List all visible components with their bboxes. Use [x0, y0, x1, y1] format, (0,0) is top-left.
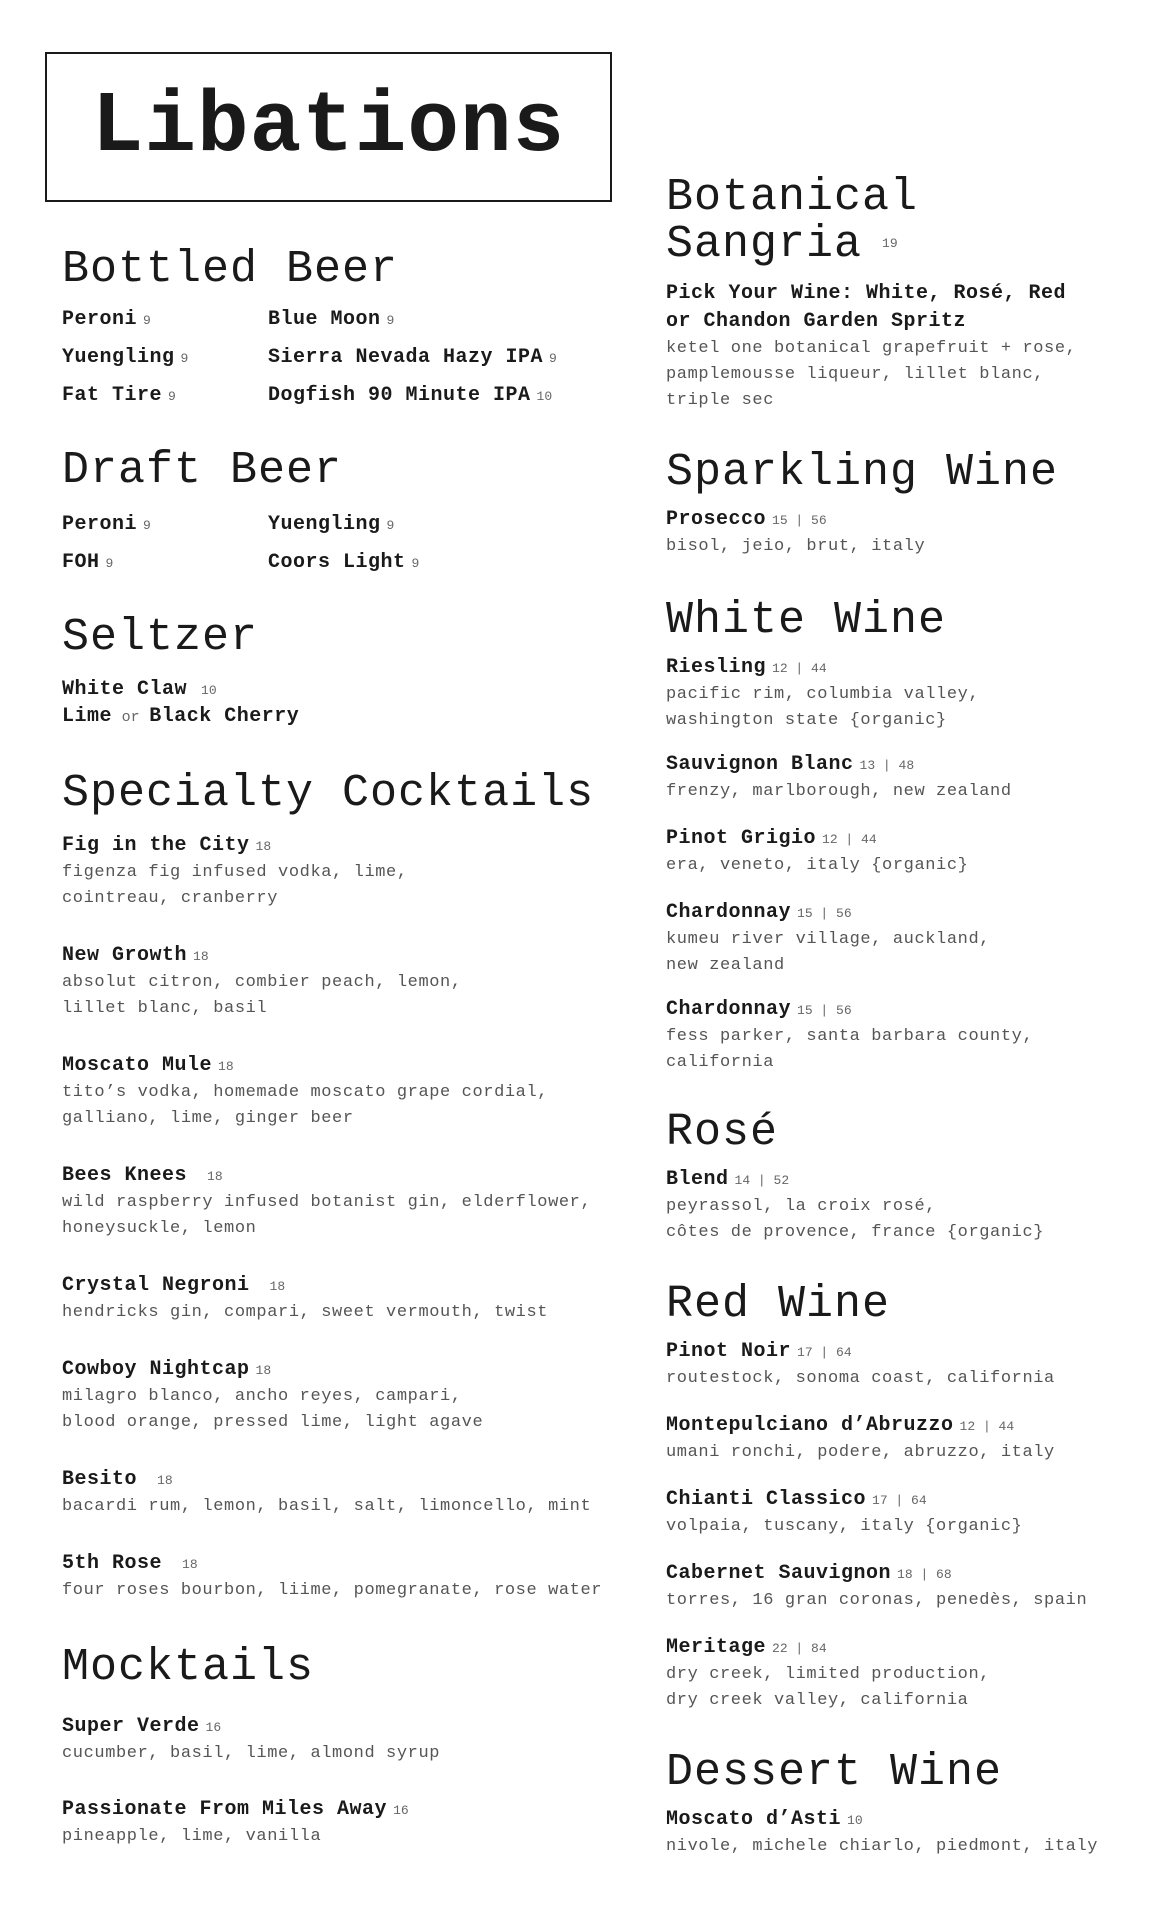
- item-desc: milagro blanco, ancho reyes, campari,: [62, 1387, 462, 1406]
- item-price: 18: [182, 1557, 198, 1572]
- item-name: Cabernet Sauvignon: [666, 1562, 892, 1585]
- wine-item: [666, 1635, 990, 1714]
- cocktail-item: [62, 1053, 548, 1132]
- item-desc: honeysuckle, lemon: [62, 1219, 257, 1238]
- item-desc: volpaia, tuscany, italy {organic}: [666, 1517, 1023, 1536]
- draft-beer-item: [62, 551, 113, 574]
- item-name: Chardonnay: [666, 901, 792, 924]
- item-desc: dry creek, limited production,: [666, 1665, 991, 1684]
- cocktail-item: [62, 1357, 483, 1436]
- item-name: Passionate From Miles Away: [62, 1798, 388, 1821]
- item-name: Super Verde: [62, 1715, 200, 1738]
- item-price: 10: [201, 683, 217, 698]
- wine-item: [666, 1807, 1098, 1860]
- wine-item: [666, 655, 979, 734]
- mocktail-item: [62, 1797, 409, 1850]
- item-desc: côtes de provence, france {organic}: [666, 1223, 1045, 1242]
- item-desc: absolut citron, combier peach, lemon,: [62, 973, 462, 992]
- item-name: Riesling: [666, 656, 767, 679]
- dessert-wine-heading: Dessert Wine: [666, 1747, 1003, 1798]
- item-desc: bisol, jeio, brut, italy: [666, 537, 926, 556]
- item-price: 9: [168, 389, 176, 404]
- wine-item: [666, 1561, 1087, 1614]
- wine-item: [666, 1487, 1022, 1540]
- item-name: White Claw: [62, 678, 188, 701]
- item-desc: routestock, sonoma coast, california: [666, 1369, 1055, 1388]
- item-desc: kumeu river village, auckland,: [666, 930, 991, 949]
- item-price: 10: [536, 389, 553, 404]
- item-desc: figenza fig infused vodka, lime,: [62, 863, 408, 882]
- item-desc: washington state {organic}: [666, 711, 947, 730]
- item-desc: hendricks gin, compari, sweet vermouth, twist: [62, 1303, 549, 1322]
- item-name: Montepulciano d’Abruzzo: [666, 1414, 954, 1437]
- seltzer-item: [62, 678, 217, 701]
- item-price: 9: [386, 313, 395, 328]
- item-price: 15 | 56: [797, 1003, 852, 1018]
- sangria-pick-line: or Chandon Garden Spritz: [666, 310, 967, 333]
- item-price: 12 | 44: [822, 832, 877, 847]
- sangria-pick-line: Pick Your Wine: White, Rosé, Red: [666, 282, 1067, 305]
- item-desc: pamplemousse liqueur, lillet blanc,: [666, 365, 1045, 384]
- sparkling-wine-heading: Sparkling Wine: [666, 447, 1059, 498]
- item-name: Cowboy Nightcap: [62, 1358, 250, 1381]
- menu-title-box: [45, 52, 612, 202]
- wine-item: [666, 1339, 1055, 1392]
- item-name: Pinot Grigio: [666, 827, 817, 850]
- item-price: 13 | 48: [859, 758, 915, 773]
- item-name: 5th Rose: [62, 1552, 163, 1575]
- item-price: 10: [847, 1813, 863, 1828]
- item-name: FOH: [62, 551, 100, 574]
- item-price: 15 | 56: [797, 906, 852, 921]
- item-price: 16: [393, 1803, 409, 1818]
- item-price: 12 | 44: [772, 661, 827, 676]
- item-name: Coors Light: [268, 551, 406, 574]
- item-name: Prosecco: [666, 508, 767, 531]
- item-desc: nivole, michele chiarlo, piedmont, italy: [666, 1837, 1099, 1856]
- sangria-heading-line2: Sangria: [666, 218, 863, 270]
- item-desc: california: [666, 1053, 775, 1072]
- item-name: Pinot Noir: [666, 1340, 792, 1363]
- specialty-cocktails-heading: Specialty Cocktails: [62, 768, 595, 819]
- mocktails-heading: Mocktails: [62, 1642, 315, 1693]
- mocktail-item: [62, 1714, 440, 1767]
- item-desc: four roses bourbon, liime, pomegranate, rose water: [62, 1581, 603, 1600]
- draft-beer-item: [268, 551, 419, 574]
- item-price: 9: [549, 351, 557, 366]
- item-name: Blue Moon: [268, 308, 381, 331]
- draft-beer-item: [268, 513, 394, 536]
- item-name: Yuengling: [62, 346, 175, 369]
- sangria-price: 19: [882, 236, 898, 251]
- item-desc: fess parker, santa barbara county,: [666, 1027, 1034, 1046]
- item-desc: wild raspberry infused botanist gin, elderflower,: [62, 1193, 592, 1212]
- wine-item: [666, 507, 925, 560]
- item-price: 22 | 84: [772, 1641, 827, 1656]
- item-desc: pineapple, lime, vanilla: [62, 1827, 322, 1846]
- item-price: 18: [218, 1059, 234, 1074]
- item-desc: torres, 16 gran coronas, penedès, spain: [666, 1591, 1088, 1610]
- item-name: Moscato d’Asti: [666, 1808, 842, 1831]
- item-price: 18: [255, 839, 272, 854]
- item-price: 18: [255, 1363, 272, 1378]
- item-price: 9: [180, 351, 189, 366]
- item-name: Peroni: [62, 513, 138, 536]
- item-name: New Growth: [62, 944, 188, 967]
- item-name: Peroni: [62, 308, 138, 331]
- item-price: 9: [105, 556, 114, 571]
- cocktail-item: [62, 1551, 602, 1604]
- item-desc: bacardi rum, lemon, basil, salt, limoncello, mint: [62, 1497, 592, 1516]
- item-desc: umani ronchi, podere, abruzzo, italy: [666, 1443, 1055, 1462]
- cocktail-item: [62, 1467, 591, 1520]
- item-name: Fig in the City: [62, 834, 250, 857]
- bottled-beer-item: [268, 308, 394, 331]
- white-wine-heading: White Wine: [666, 595, 947, 646]
- menu-title: Libations: [91, 78, 566, 176]
- item-price: 16: [205, 1720, 222, 1735]
- wine-item: [666, 826, 968, 879]
- bottled-beer-item: [62, 346, 188, 369]
- sangria-heading-line1: Botanical: [666, 172, 919, 223]
- item-name: Dogfish 90 Minute IPA: [268, 384, 531, 407]
- item-price: 9: [143, 518, 151, 533]
- item-desc: lillet blanc, basil: [62, 999, 268, 1018]
- item-desc: dry creek valley, california: [666, 1691, 969, 1710]
- item-name: Moscato Mule: [62, 1054, 213, 1077]
- item-desc: new zealand: [666, 956, 785, 975]
- item-price: 18: [193, 949, 209, 964]
- wine-item: [666, 997, 1033, 1076]
- item-price: 18: [207, 1169, 223, 1184]
- item-desc: cointreau, cranberry: [62, 889, 279, 908]
- cocktail-item: [62, 1163, 591, 1242]
- item-name: Yuengling: [268, 513, 381, 536]
- rose-heading: Rosé: [666, 1107, 779, 1158]
- cocktail-item: [62, 833, 408, 912]
- item-desc: galliano, lime, ginger beer: [62, 1109, 354, 1128]
- bottled-beer-item: [62, 384, 176, 407]
- item-price: 9: [386, 518, 395, 533]
- seltzer-heading: Seltzer: [62, 612, 259, 663]
- item-desc: peyrassol, la croix rosé,: [666, 1197, 937, 1216]
- item-price: 9: [143, 313, 151, 328]
- item-price: 15 | 56: [772, 513, 827, 528]
- red-wine-heading: Red Wine: [666, 1279, 891, 1330]
- item-price: 9: [411, 556, 420, 571]
- flavor-lime: Lime: [62, 705, 113, 728]
- wine-item: [666, 1413, 1055, 1466]
- item-price: 17 | 64: [797, 1345, 852, 1360]
- sangria-heading: [666, 172, 919, 270]
- item-desc: pacific rim, columbia valley,: [666, 685, 980, 704]
- item-name: Bees Knees: [62, 1164, 188, 1187]
- flavor-black-cherry: Black Cherry: [149, 705, 300, 728]
- item-name: Sierra Nevada Hazy IPA: [268, 346, 544, 369]
- item-desc: blood orange, pressed lime, light agave: [62, 1413, 484, 1432]
- item-name: Chardonnay: [666, 998, 792, 1021]
- bottled-beer-item: [62, 308, 151, 331]
- item-price: 18: [269, 1279, 286, 1294]
- item-name: Crystal Negroni: [62, 1274, 250, 1297]
- bottled-beer-item: [268, 384, 552, 407]
- item-desc: frenzy, marlborough, new zealand: [666, 782, 1012, 801]
- draft-beer-item: [62, 513, 151, 536]
- item-desc: ketel one botanical grapefruit + rose,: [666, 339, 1077, 358]
- item-price: 12 | 44: [959, 1419, 1015, 1434]
- item-desc: tito’s vodka, homemade moscato grape cordial,: [62, 1083, 549, 1102]
- wine-item: [666, 1167, 1044, 1246]
- item-price: 18 | 68: [897, 1567, 952, 1582]
- item-price: 17 | 64: [872, 1493, 927, 1508]
- bottled-beer-heading: Bottled Beer: [62, 244, 399, 295]
- bottled-beer-item: [268, 346, 557, 369]
- item-price: 14 | 52: [734, 1173, 790, 1188]
- item-desc: era, veneto, italy {organic}: [666, 856, 969, 875]
- wine-item: [666, 752, 1012, 805]
- draft-beer-heading: Draft Beer: [62, 445, 343, 496]
- item-name: Besito: [62, 1468, 138, 1491]
- seltzer-flavors: [62, 705, 299, 728]
- item-name: Chianti Classico: [666, 1488, 867, 1511]
- item-name: Meritage: [666, 1636, 767, 1659]
- item-name: Fat Tire: [62, 384, 163, 407]
- cocktail-item: [62, 1273, 548, 1326]
- cocktail-item: [62, 943, 462, 1022]
- or-word: or: [121, 709, 140, 726]
- sangria-details: [666, 280, 1076, 414]
- item-price: 18: [157, 1473, 173, 1488]
- wine-item: [666, 900, 990, 979]
- item-name: Blend: [666, 1168, 729, 1191]
- item-desc: triple sec: [666, 391, 775, 410]
- item-name: Sauvignon Blanc: [666, 753, 854, 776]
- item-desc: cucumber, basil, lime, almond syrup: [62, 1744, 441, 1763]
